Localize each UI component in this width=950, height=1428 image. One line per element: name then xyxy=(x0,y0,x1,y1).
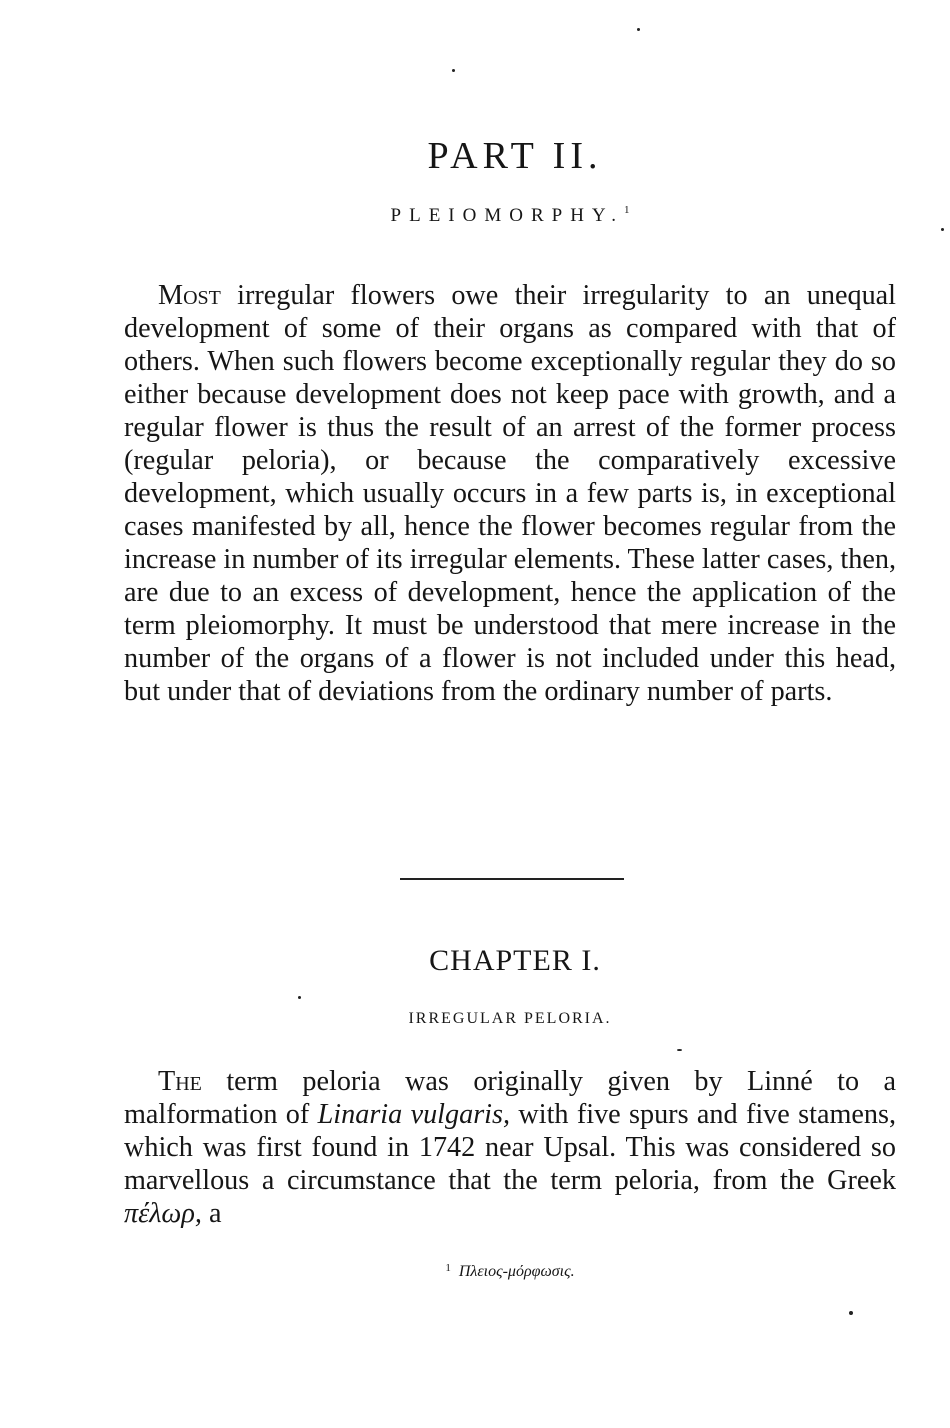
part-title: PART II. xyxy=(427,135,603,177)
paragraph-lead-word: Most xyxy=(158,280,221,311)
footnote xyxy=(0,1262,950,1281)
part-subtitle xyxy=(0,204,950,227)
paragraph-lead-word: The xyxy=(158,1066,202,1097)
paragraph-text: irregular flowers owe their irregularity to an unequal development of some of their organs as compared with that of others. When such flowers become exceptionally regular they do so either because development does not keep pace with growth, and a regular flower is thus the result of an arrest of the former process (regular peloria), or because the comparatively excessive development, which usually occurs in a few parts is, in exceptional cases manifested by all, hence the flower becomes regular from the increase in number of its irregular elements. These latter cases, then, are due to an excess of development, hence the application of the term pleiomorphy. It must be understood that mere increase in the number of the organs of a flower is not included under this head, but under that of deviations from the ordinary number of parts. xyxy=(124,280,897,707)
chapter-title: CHAPTER I. xyxy=(429,944,601,977)
ink-speck xyxy=(941,228,944,231)
ink-speck xyxy=(677,1049,682,1051)
paragraph-text: term peloria was originally given by Linné to a malformation of xyxy=(124,1066,897,1130)
footnote-reference: 1 xyxy=(623,204,630,216)
species-name: Linaria vulgaris, xyxy=(317,1099,511,1130)
intro-paragraph xyxy=(124,279,896,708)
paragraph-text-continued: with five spurs and five stamens, which was first found in 1742 near Upsal. This was considered so marvellous a circumstance that the term peloria, from the Greek xyxy=(124,1099,896,1196)
ink-speck xyxy=(298,996,301,999)
ink-speck xyxy=(452,69,455,72)
paragraph-trailing-word: a xyxy=(208,1198,222,1229)
footnote-text: Πλειος-μόρφωσις. xyxy=(458,1263,575,1280)
section-divider xyxy=(400,878,624,880)
footnote-marker: 1 xyxy=(445,1262,451,1274)
ink-speck xyxy=(637,28,640,31)
part-subtitle-text: PLEIOMORPHY. xyxy=(390,205,624,226)
greek-word: πέλωρ, xyxy=(124,1198,202,1229)
ink-speck xyxy=(849,1311,853,1315)
chapter-paragraph xyxy=(124,1065,896,1230)
chapter-subtitle: IRREGULAR PELORIA. xyxy=(408,1010,612,1027)
